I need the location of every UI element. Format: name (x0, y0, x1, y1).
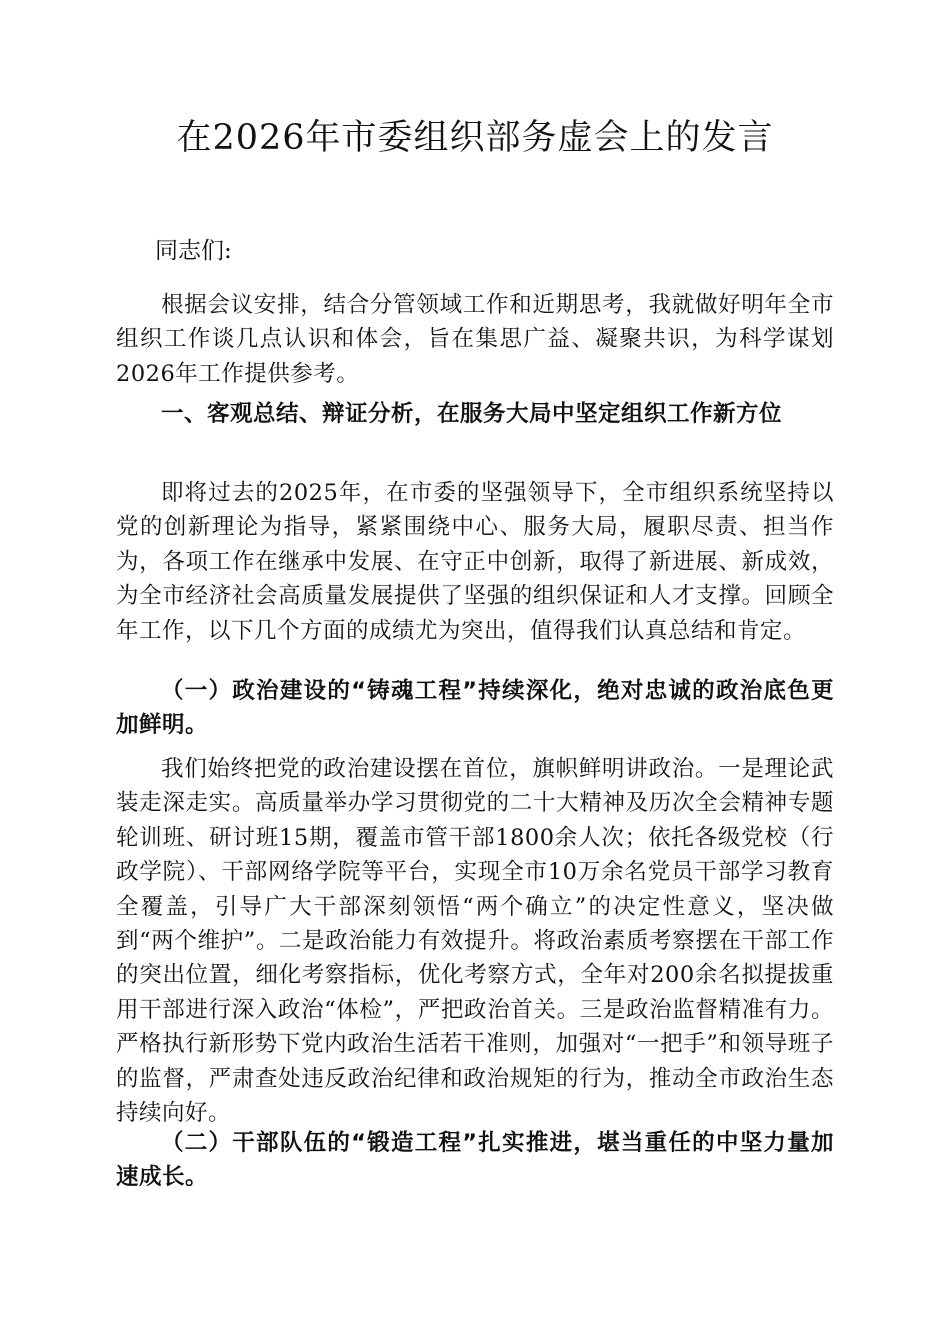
subsection-heading-2: （二）干部队伍的“锻造工程”扎实推进，堪当重任的中坚力量加速成长。 (116, 1130, 834, 1191)
summary-paragraph: 即将过去的2025年，在市委的坚强领导下，全市组织系统坚持以党的创新理论为指导，紧紧围绕中心、服务大局，履职尽责、担当作为，各项工作在继承中发展、在守正中创新，取得了新进展、新成效，为全市经济社会高质量发展提供了坚强的组织保证和人才支撑。回顾全年工作，以下几个方面的成绩尤为突出，值得我们认真总结和肯定。 (116, 480, 834, 644)
document-title: 在2026年市委组织部务虚会上的发言 (176, 118, 774, 158)
subsection-heading-1: （一）政治建设的“铸魂工程”持续深化，绝对忠诚的政治底色更加鲜明。 (116, 678, 834, 739)
section-heading-1: 一、客观总结、辩证分析，在服务大局中坚定组织工作新方位 (161, 401, 783, 427)
intro-paragraph: 根据会议安排，结合分管领域工作和近期思考，我就做好明年全市组织工作谈几点认识和体会，旨在集思广益、凝聚共识，为科学谋划2026年工作提供参考。 (116, 292, 834, 387)
political-building-paragraph: 我们始终把党的政治建设摆在首位，旗帜鲜明讲政治。一是理论武装走深走实。高质量举办学习贯彻党的二十大精神及历次全会精神专题轮训班、研讨班15期，覆盖市管干部1800余人次；依托各级党校（行政学院）、干部网络学院等平台，实现全市10万余名党员干部学习教育全覆盖，引导广大干部深刻领悟“两个确立”的决定性意义，坚决做到“两个维护”。二是政治能力有效提升。将政治素质考察摆在干部工作的突出位置，细化考察指标，优化考察方式，全年对200余名拟提拔重用干部进行深入政治“体检”，严把政治首关。三是政治监督精准有力。严格执行新形势下党内政治生活若干准则，加强对“一把手”和领导班子的监督，严肃查处违反政治纪律和政治规矩的行为，推动全市政治生态持续向好。 (116, 756, 834, 1127)
greeting: 同志们: (155, 238, 232, 264)
